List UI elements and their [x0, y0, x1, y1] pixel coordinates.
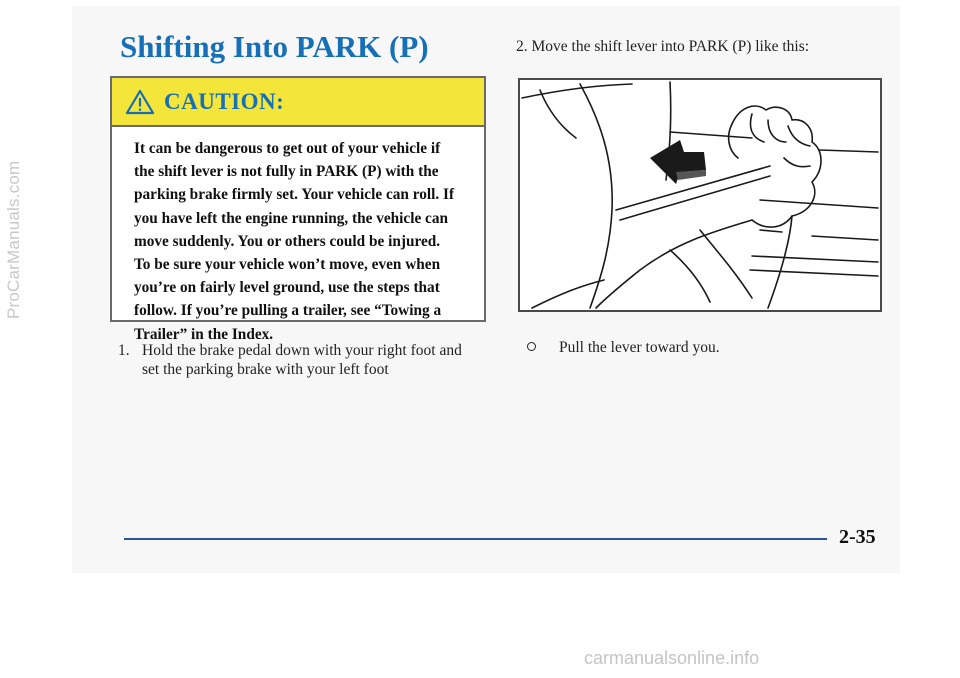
step-1-line-2: set the parking brake with your left foot — [142, 361, 389, 378]
caution-line: move suddenly. You or others could be injured. — [134, 232, 441, 250]
caution-line: the shift lever is not fully in PARK (P) with the — [134, 163, 439, 181]
bullet-item — [527, 339, 720, 357]
caution-line: follow. If you’re pulling a trailer, see “Towing a — [134, 302, 442, 320]
bottom-watermark: carmanualsonline.info — [584, 648, 760, 668]
side-watermark: ProCarManuals.com — [4, 160, 23, 319]
direction-arrow-icon — [650, 140, 706, 184]
step-1-line-1: Hold the brake pedal down with your right foot and — [142, 342, 462, 359]
caution-box — [110, 76, 486, 343]
caution-line: you have left the engine running, the vehicle can — [134, 209, 449, 227]
shift-lever-illustration — [518, 78, 882, 312]
caution-line: parking brake firmly set. Your vehicle can roll. If — [134, 186, 455, 204]
footer-rule — [124, 538, 827, 540]
caution-line: It can be dangerous to get out of your vehicle if — [134, 140, 441, 157]
caution-line: Trailer” in the Index. — [134, 325, 274, 343]
caution-line: To be sure your vehicle won’t move, even when — [134, 256, 441, 274]
caution-label: CAUTION: — [164, 88, 285, 114]
caution-text — [134, 137, 479, 346]
page-number: 2-35 — [839, 526, 876, 548]
warning-triangle-icon — [125, 89, 155, 115]
page-title: Shifting Into PARK (P) — [120, 29, 429, 64]
shift-lever-drawing — [520, 80, 880, 310]
bullet-icon — [527, 342, 536, 351]
caution-header — [112, 78, 484, 127]
step-1-number: 1. — [118, 342, 130, 359]
step-2: 2. Move the shift lever into PARK (P) like this: — [516, 38, 810, 55]
step-1 — [118, 341, 488, 379]
caution-line: you’re on fairly level ground, use the steps that — [134, 279, 440, 297]
bullet-text: Pull the lever toward you. — [559, 339, 720, 356]
